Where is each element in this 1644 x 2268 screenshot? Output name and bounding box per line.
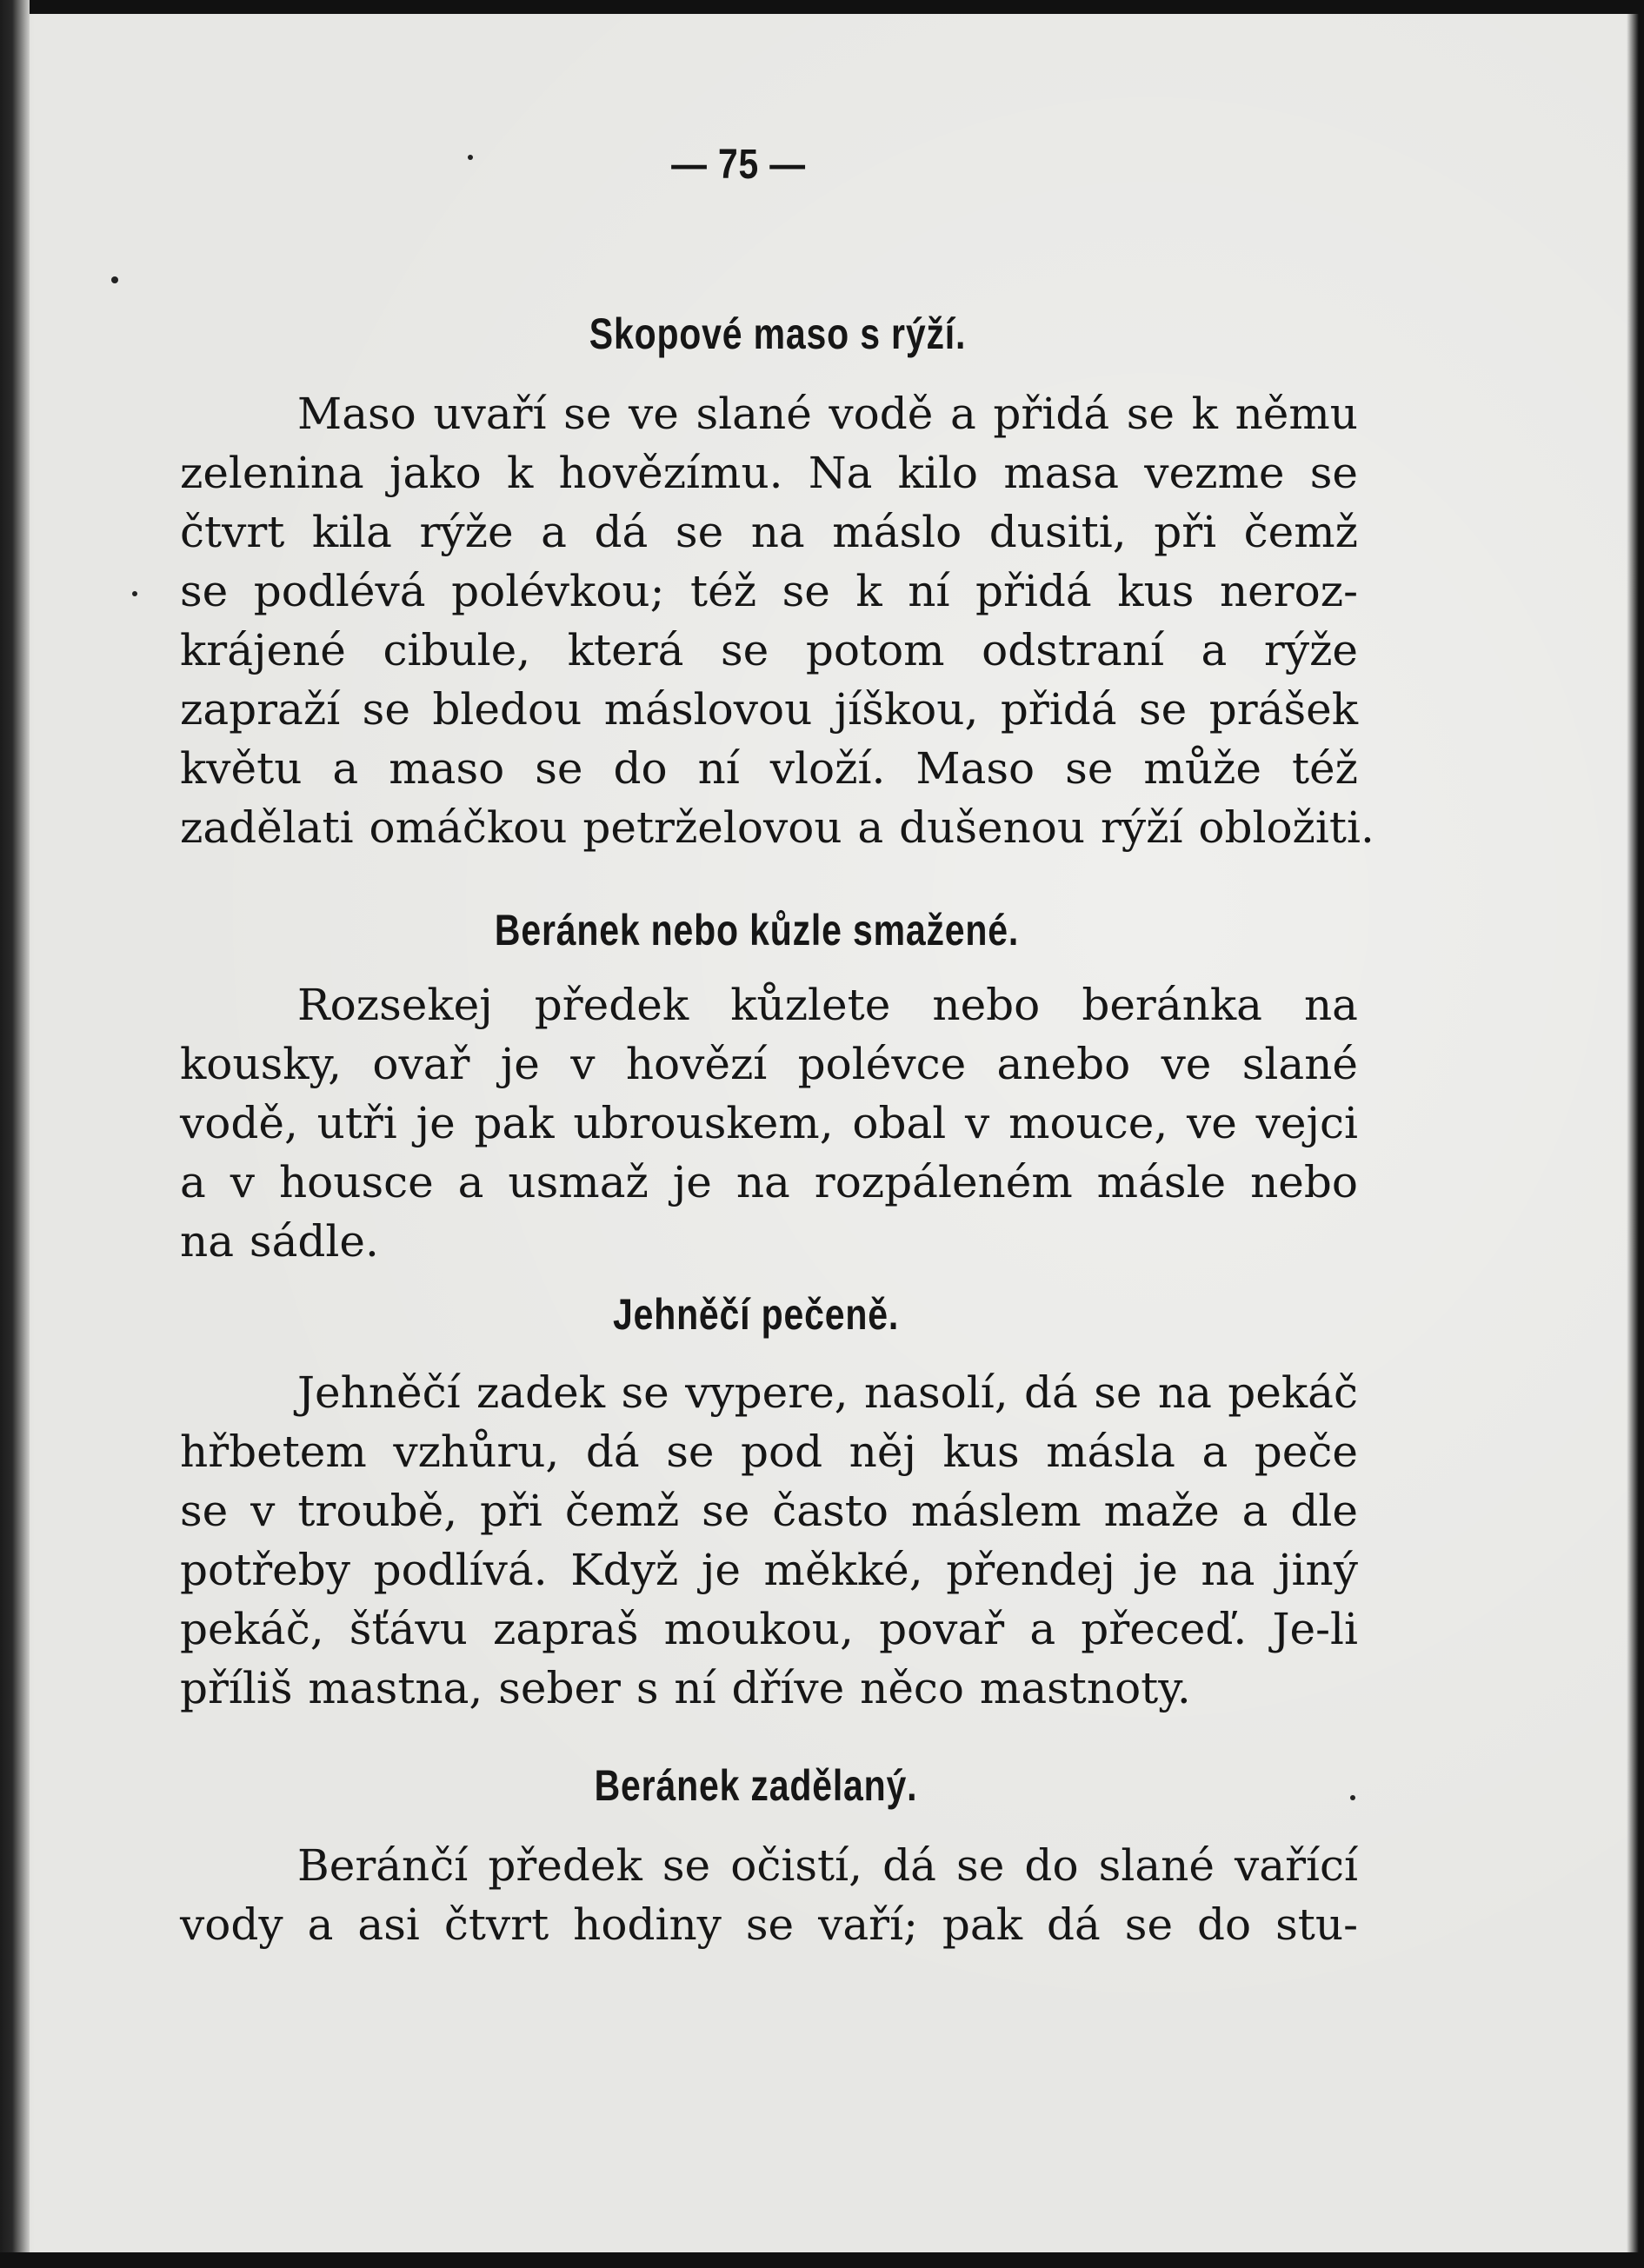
- recipe-paragraph: [180, 384, 1374, 857]
- scan-border-bottom: [0, 2252, 1644, 2268]
- text-line: na sádle.: [180, 1216, 379, 1267]
- text-line: zelenina jako k hovězímu. Na kilo masa vezme se: [180, 448, 1358, 498]
- page-content: [180, 130, 1374, 1954]
- text-line: kousky, ovař je v hovězí polévce anebo ve slané: [180, 1039, 1358, 1089]
- text-line: potřeby podlívá. Když je měkké, přendej je na jiný: [180, 1545, 1358, 1595]
- text-line: se v troubě, při čemž se často máslem maže a dle: [180, 1486, 1358, 1536]
- scan-border-top: [0, 0, 1644, 14]
- text-line: Beránčí předek se očistí, dá se do slané vařící: [297, 1840, 1358, 1891]
- text-line: vody a asi čtvrt hodiny se vaří; pak dá se do stu-: [180, 1899, 1358, 1950]
- recipe-heading: Beránek nebo kůzle smažené.: [494, 906, 1020, 954]
- text-line: a v housce a usmaž je na rozpáleném másle nebo: [180, 1157, 1358, 1207]
- scan-speck: [132, 591, 137, 596]
- recipe-heading: Beránek zadělaný.: [594, 1761, 918, 1810]
- text-line: pekáč, šťávu zapraš moukou, povař a přeceď. Je-li: [180, 1604, 1358, 1654]
- text-line: Rozsekej předek kůzlete nebo beránka na: [297, 980, 1358, 1030]
- text-line: hřbetem vzhůru, dá se pod něj kus másla a peče: [180, 1427, 1358, 1477]
- scan-border-left: [0, 0, 30, 2268]
- text-line: příliš mastna, seber s ní dříve něco mastnoty.: [180, 1663, 1191, 1713]
- text-line: Jehněčí zadek se vypere, nasolí, dá se na pekáč: [297, 1367, 1358, 1418]
- recipe-paragraph: [180, 1836, 1358, 1954]
- text-line: vodě, utři je pak ubrouskem, obal v mouce, ve vejci: [180, 1098, 1358, 1148]
- text-line: zadělati omáčkou petrželovou a dušenou rýží obložiti.: [180, 802, 1374, 853]
- scan-border-right: [1627, 0, 1644, 2268]
- recipe-heading: Jehněčí pečeně.: [612, 1290, 900, 1339]
- recipe-paragraph: [180, 1363, 1358, 1718]
- text-line: se podlévá polévkou; též se k ní přidá kus neroz-: [180, 566, 1358, 616]
- text-line: čtvrt kila rýže a dá se na máslo dusiti, při čemž: [180, 507, 1358, 557]
- text-line: květu a maso se do ní vloží. Maso se může též: [180, 743, 1358, 794]
- scan-speck: [111, 276, 118, 283]
- text-line: zapraží se bledou máslovou jíškou, přidá se prášek: [180, 684, 1358, 735]
- recipe-paragraph: [180, 975, 1358, 1271]
- text-line: Maso uvaří se ve slané vodě a přidá se k němu: [297, 389, 1358, 439]
- page-number: — 75 —: [671, 142, 806, 188]
- recipe-heading: Skopové maso s rýží.: [589, 309, 967, 358]
- text-line: krájené cibule, která se potom odstraní a rýže: [180, 625, 1358, 675]
